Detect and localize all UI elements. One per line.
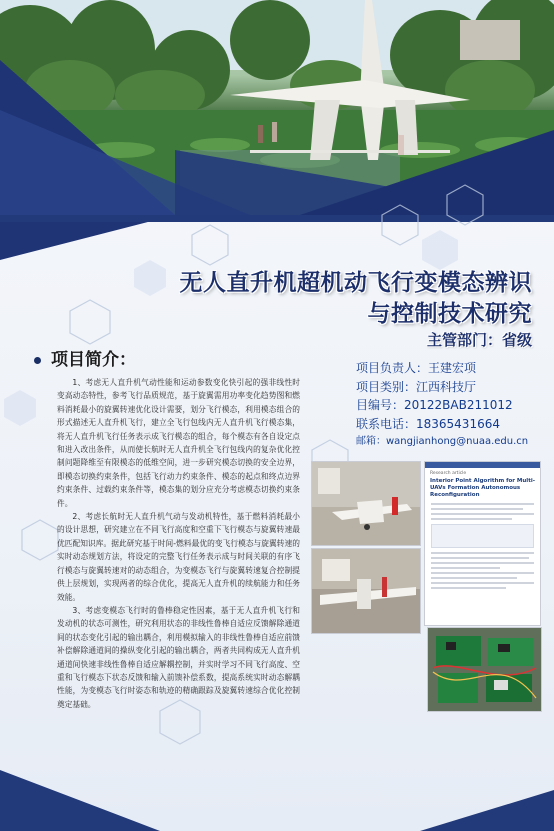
intro-heading-text: 项目简介：: [51, 350, 136, 370]
title-line-2: 与控制技术研究: [367, 301, 532, 327]
poster-title: [180, 268, 533, 330]
intro-paragraph-2: 2、考虑长航时无人直升机气动与发动机特性，基于燃料消耗最小的设计思想，研究建立在不同飞行高度和空重下飞行模态与旋翼转速最优匹配知识库。据此研究基于时间-燃料最优的变飞行模态与旋翼转速的实时动态规划方法，将设定的完整飞行任务表示成与时间关联的有序飞行模态与旋翼转速对的动态组合，为变模态飞行与旋翼转速复合控制提供上层规划，实现两者的综合优化，提高无人直升机的续航能力和任务效能。: [57, 512, 300, 602]
paper-text-line: [431, 508, 523, 510]
intro-paragraph-3: 3、考虑变模态飞行时的鲁棒稳定性因素，基于无人直升机飞行和发动机的状态可测性，研究利用状态的非线性鲁棒自适应反馈解除通道间的状态变化引起的输出耦合，利用模拟输入的非线性鲁棒自适应前馈补偿解除通道间的操纵变化引起的输出耦合，两者共同构成无人直升机通道间快速非线性鲁棒自适应解耦控制，并实时学习不同飞行高度、空重和飞行模态下状态反馈和输入前馈补偿系数，提高系统实时动态解耦性能，为变模态飞行时姿态和轨迹的精确跟踪及旋翼转速综合优化控制奠定基础。: [57, 605, 300, 709]
paper-text-line: [431, 562, 534, 564]
paper-text-line: [431, 513, 534, 515]
paper-text-line: [431, 577, 517, 579]
title-line-1: 无人直升机超机动飞行变模态辨识: [179, 270, 532, 296]
paper-text-line: [431, 552, 534, 554]
project-number: 目编号：20122BAB211012: [356, 398, 513, 412]
contact-phone: 联系电话：18365431664: [356, 416, 500, 431]
paper-text-line: [431, 572, 534, 574]
paper-header-bar: [425, 462, 540, 468]
paper-text-line: [431, 518, 512, 520]
research-paper-image: [424, 461, 541, 626]
paper-text-line: [431, 567, 500, 569]
circuit-board-photo: [427, 627, 542, 712]
aircraft-model-photo: [311, 461, 421, 546]
intro-body: [57, 376, 300, 711]
paper-text-line: [431, 582, 534, 584]
paper-title: Interior Point Algorithm for Multi-UAVs Formation Autonomous Reconfiguration: [430, 478, 535, 498]
contact-email: 邮箱：wangjianhong@nuaa.edu.cn: [356, 436, 529, 447]
project-category: 项目类别：江西科技厅: [356, 379, 477, 394]
intro-paragraph-1: 1、考虑无人直升机气动性能和运动参数变化快引起的强非线性时变高动态特性，参考飞行品质规范，基于旋翼需用功率变化趋势图和燃料消耗最小的旋翼转速优化设计需要，划分飞行模态，利用模态组合的形式描述无人直升机飞行，建立全飞行包线内无人直升机飞行模态集，将无人直升机飞行任务表示成飞行模态的组合，每个模态有各自设定点和进入改出条件，从而使长航时无人直升机全飞行包线内的复杂优化控制问题降维至有限模态的低维空间，进一步研究模态切换的安全边界，即模态切换约束条件，包括飞行动力约束条件、模态的起点和终点边界约束条件、过载约束条件等，模态集的划分应充分考虑模态切换约束条件。: [57, 378, 300, 508]
paper-journal: Research article: [430, 471, 467, 476]
airframe-workshop-photo: [311, 548, 421, 634]
bullet-icon: [34, 357, 41, 364]
department-label: 主管部门：省级: [426, 331, 532, 349]
paper-text-line: [431, 557, 529, 559]
project-leader: 项目负责人：王建宏项: [356, 361, 477, 375]
paper-abstract-box: [431, 524, 534, 548]
intro-heading: [34, 345, 136, 370]
project-info: [356, 359, 548, 452]
paper-text-line: [431, 503, 534, 505]
paper-text-line: [431, 587, 506, 589]
